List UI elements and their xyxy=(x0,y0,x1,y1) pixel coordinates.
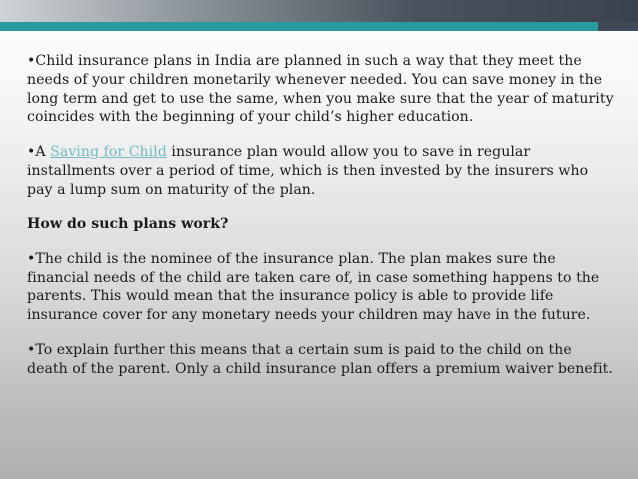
accent-stripe-end xyxy=(598,22,638,31)
paragraph-nominee: •The child is the nominee of the insurance plan. The plan makes sure the financial needs of the child are taken care of, in case something happens to the parents. This would mean that the insurance policy is able to provide life insurance cover for any monetary needs your children may have in the future. xyxy=(27,250,600,324)
paragraph-saving-suffix: insurance plan would allow you to save in regular installments over a period of time, which is then invested by the insurers who pay a lump sum on maturity of the plan. xyxy=(27,143,589,198)
paragraph-saving xyxy=(27,143,617,199)
saving-for-child-link[interactable]: Saving for Child xyxy=(50,143,167,160)
slide-body xyxy=(27,52,617,394)
section-heading: How do such plans work? xyxy=(27,216,229,233)
paragraph-saving-prefix: •A xyxy=(27,143,51,160)
paragraph-intro: •Child insurance plans in India are planned in such a way that they meet the needs of your children monetarily whenever needed. You can save money in the long term and get to use the same, when you make sure that the year of maturity coincides with the beginning of your child’s higher education. xyxy=(27,53,614,126)
title-band xyxy=(0,0,638,22)
paragraph-waiver: •To explain further this means that a certain sum is paid to the child on the death of the parent. Only a child insurance plan offers a premium waiver benefit. xyxy=(27,341,613,377)
accent-stripe xyxy=(0,22,638,31)
